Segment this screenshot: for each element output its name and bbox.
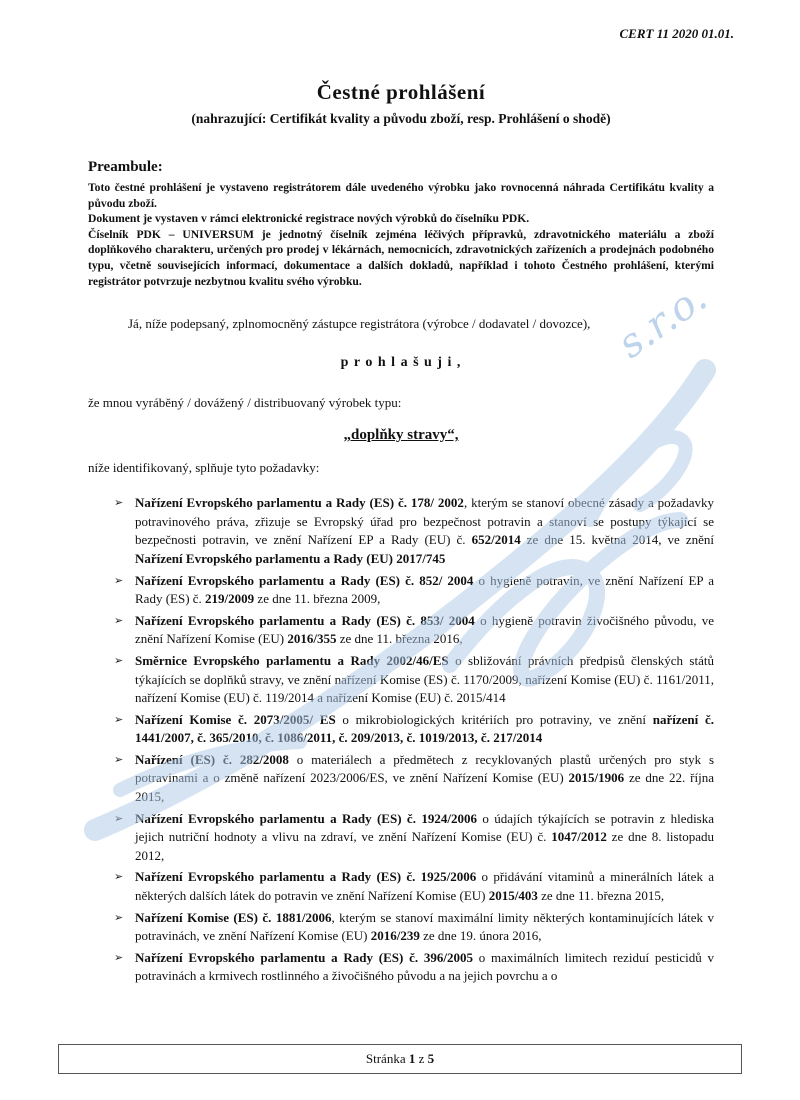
- requirement-text: Nařízení Komise (ES) č. 1881/2006, kterým se stanoví maximální limity některých kontaminujících látek v potravinách, ve znění Nařízení Komise (EU) 2016/239 ze dne 19. února 2016,: [135, 909, 714, 944]
- footer-page-number: 1: [408, 1051, 416, 1066]
- preambule-heading: Preambule:: [88, 159, 163, 175]
- arrow-bullet-icon: ➢: [114, 653, 124, 667]
- requirement-item: [114, 868, 714, 905]
- requirement-text: Nařízení Evropského parlamentu a Rady (ES) č. 1924/2006 o údajích týkajících se potravin z hlediska jejich nutriční hodnoty a vlivu na zdraví, ve znění Nařízení Komise (EU) č. 1047/2012 ze dne 8. listopadu 2012,: [135, 810, 715, 863]
- requirement-text: Nařízení Evropského parlamentu a Rady (ES) č. 396/2005 o maximálních limitech reziduí pesticidů v potravinách a krmivech rostlinného a živočišného původu a na jejich povrchu a o: [135, 949, 715, 984]
- requirement-item: [114, 949, 714, 986]
- preamble-paragraph: Toto čestné prohlášení je vystaveno registrátorem dále uvedeného výrobku jako rovnocenná náhrada Certifikátu kvality a původu zboží.: [88, 181, 714, 210]
- requirement-text: Nařízení Evropského parlamentu a Rady (ES) č. 853/ 2004 o hygieně potravin živočišného původu, ve znění Nařízení Komise (EU) 2016/355 ze dne 11. března 2016,: [135, 612, 714, 647]
- requirement-item: [114, 572, 714, 609]
- preamble-paragraph: Číselník PDK – UNIVERSUM je jednotný číselník zejména léčivých přípravků, zdravotnického materiálu a zboží doplňkového charakteru, určených pro prodej v lékárnách, nemocnicích, zdravotnických zařízeních a prodejnách podobného typu, včetně souvisejících informací, dokumentace a dalších dokladů, například i tohoto Čestného prohlášení, kterými registrátor potvrzuje nezbytnou kvalitu svého výrobku.: [88, 227, 714, 288]
- requirement-item: [114, 652, 714, 708]
- requirement-text: Nařízení Evropského parlamentu a Rady (ES) č. 178/ 2002, kterým se stanoví obecné zásady a požadavky potravinového práva, zřizuje se Evropský úřad pro bezpečnost potravin a stanoví se postupy týkající se bezpečnosti potravin, ve znění Nařízení EP a Rady (EU) č. 652/2014 ze dne 15. května 2014, ve znění Nařízení Evropského parlamentu a Rady (EU) 2017/745: [135, 495, 715, 566]
- arrow-bullet-icon: ➢: [114, 910, 124, 924]
- requirements-intro: níže identifikovaný, splňuje tyto požadavky:: [88, 460, 320, 476]
- footer-label: Stránka: [365, 1051, 406, 1066]
- footer-separator: z: [418, 1051, 425, 1066]
- requirement-item: [114, 494, 714, 568]
- watermark-text: s.r.o.: [609, 274, 716, 368]
- requirement-item: [114, 810, 714, 866]
- requirement-text: Nařízení Komise č. 2073/2005/ ES o mikrobiologických kritériích pro potraviny, ve znění nařízení č. 1441/2007, č. 365/2010, č. 1086/2011, č. 209/2013, č. 1019/2013, č. 217/2014: [135, 711, 714, 746]
- requirements-list: [88, 494, 714, 986]
- arrow-bullet-icon: ➢: [114, 811, 124, 825]
- requirement-item: [114, 711, 714, 748]
- declaration-verb: p r o h l a š u j i ,: [340, 355, 462, 371]
- arrow-bullet-icon: ➢: [114, 752, 124, 766]
- requirement-item: [114, 612, 714, 649]
- arrow-bullet-icon: ➢: [114, 950, 124, 964]
- page-subtitle: (nahrazující: Certifikát kvality a původu zboží, resp. Prohlášení o shodě): [191, 111, 611, 126]
- requirement-item: [114, 909, 714, 946]
- arrow-bullet-icon: ➢: [114, 870, 124, 884]
- page-title: Čestné prohlášení: [316, 80, 486, 104]
- product-type: „doplňky stravy“,: [343, 427, 459, 444]
- page-footer: [58, 1044, 742, 1074]
- preamble-paragraph: Dokument je vystaven v rámci elektronické registrace nových výrobků do číselníku PDK.: [88, 212, 530, 226]
- arrow-bullet-icon: ➢: [114, 573, 124, 587]
- requirement-text: Nařízení Evropského parlamentu a Rady (ES) č. 1925/2006 o přidávání vitaminů a minerálních látek a některých dalších látek do potravin ve znění Nařízení Komise (EU) 2015/403 ze dne 11. března 2015,: [135, 869, 715, 904]
- requirement-text: Směrnice Evropského parlamentu a Rady 2002/46/ES o sbližování právních předpisů členských států týkajících se doplňků stravy, ve znění nařízení Komise (ES) č. 1170/2009, nařízení Komise (EU) č. 1161/2011, nařízení Komise (EU) č. 119/2014 a nařízení Komise (EU) č. 2015/414: [135, 652, 714, 706]
- doc-code: CERT 11 2020 01.01.: [619, 26, 734, 41]
- arrow-bullet-icon: ➢: [114, 712, 124, 726]
- requirement-text: Nařízení (ES) č. 282/2008 o materiálech a předmětech z recyklovaných plastů určených pro styk s potravinami a o změně nařízení 2023/2006/ES, ve znění Nařízení Komise (EU) 2015/1906 ze dne 22. října 2015,: [135, 751, 714, 805]
- arrow-bullet-icon: ➢: [114, 496, 124, 510]
- arrow-bullet-icon: ➢: [114, 613, 124, 627]
- requirement-text: Nařízení Evropského parlamentu a Rady (ES) č. 852/ 2004 o hygieně potravin, ve znění Nařízení EP a Rady (ES) č. 219/2009 ze dne 11. března 2009,: [135, 572, 715, 607]
- declaration-intro: Já, níže podepsaný, zplnomocněný zástupce registrátora (výrobce / dodavatel / dovozce),: [128, 316, 591, 332]
- footer-total-pages: 5: [427, 1051, 435, 1066]
- product-line: že mnou vyráběný / dovážený / distribuovaný výrobek typu:: [88, 395, 402, 411]
- requirement-item: [114, 751, 714, 807]
